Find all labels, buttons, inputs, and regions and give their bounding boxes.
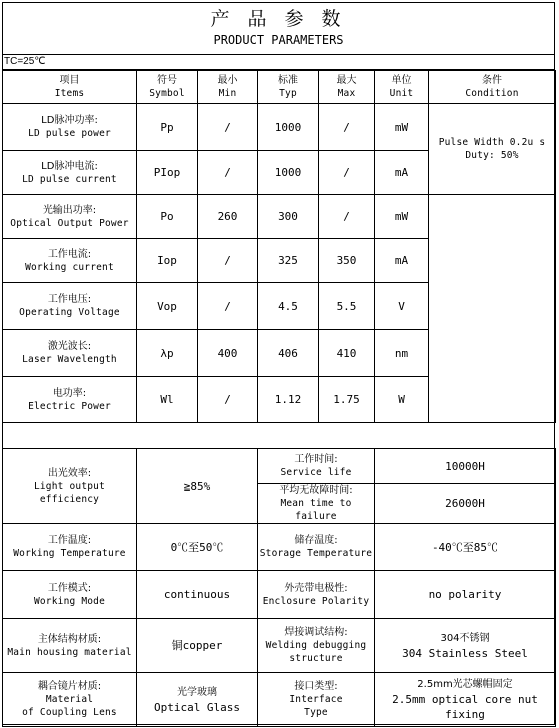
service-life-value: 10000H [375,449,556,484]
unit-cell: mA [375,151,429,195]
enclosure-polarity-label: 外壳带电极性: Enclosure Polarity [258,571,375,619]
welding-label: 焊接调试结构: Welding debugging structure [258,619,375,673]
table-row [3,619,556,673]
specifications-table [2,448,556,727]
lens-material-value: 光学玻璃 Optical Glass [137,673,258,727]
spacer-row [2,423,555,449]
typ-cell: 325 [258,239,319,283]
item-cell: 工作电压: Operating Voltage [3,283,137,330]
item-cell: 电功率: Electric Power [3,377,137,423]
max-cell: / [319,104,375,151]
header-symbol: 符号 Symbol [137,71,198,104]
max-cell: / [319,151,375,195]
housing-material-value: 铜copper [137,619,258,673]
typ-cell: 1000 [258,104,319,151]
item-cell: LD脉冲功率: LD pulse power [3,104,137,151]
temperature-condition: TC=25℃ [2,54,555,70]
symbol-cell: λp [137,330,198,377]
table-row [3,195,556,239]
working-temp-value: 0℃至50℃ [137,524,258,571]
storage-temp-value: -40℃至85℃ [375,524,556,571]
item-cell: 工作电流: Working current [3,239,137,283]
efficiency-label: 出光效率: Light output efficiency [3,449,137,524]
title-block [2,2,555,55]
working-mode-value: continuous [137,571,258,619]
max-cell: 410 [319,330,375,377]
working-mode-label: 工作模式: Working Mode [3,571,137,619]
unit-cell: mW [375,195,429,239]
symbol-cell: Iop [137,239,198,283]
header-min: 最小 Min [198,71,258,104]
condition-cell: Pulse Width 0.2u s Duty: 50% [429,104,556,195]
max-cell: 350 [319,239,375,283]
unit-cell: nm [375,330,429,377]
typ-cell: 1.12 [258,377,319,423]
header-condition: 条件 Condition [429,71,556,104]
max-cell: / [319,195,375,239]
table-header-row [3,71,556,104]
storage-temp-label: 储存温度: Storage Temperature [258,524,375,571]
header-items: 项目 Items [3,71,137,104]
typ-cell: 1000 [258,151,319,195]
min-cell: / [198,283,258,330]
interface-label: 接口类型: Interface Type [258,673,375,727]
typ-cell: 406 [258,330,319,377]
unit-cell: V [375,283,429,330]
mttf-label: 平均无故障时间: Mean time to failure [258,484,375,524]
housing-material-label: 主体结构材质: Main housing material [3,619,137,673]
symbol-cell: Wl [137,377,198,423]
title-english: PRODUCT PARAMETERS [213,33,344,47]
symbol-cell: Po [137,195,198,239]
interface-value: 2.5mm光芯螺帽固定 2.5mm optical core nut fixing [375,673,556,727]
typ-cell: 300 [258,195,319,239]
service-life-label: 工作时间: Service life [258,449,375,484]
welding-value: 304不锈钢 304 Stainless Steel [375,619,556,673]
min-cell: / [198,104,258,151]
min-cell: / [198,377,258,423]
unit-cell: mW [375,104,429,151]
min-cell: 260 [198,195,258,239]
efficiency-value: ≧85% [137,449,258,524]
table-row [3,104,556,151]
enclosure-polarity-value: no polarity [375,571,556,619]
table-row [3,524,556,571]
symbol-cell: Vop [137,283,198,330]
min-cell: / [198,239,258,283]
item-cell: 光输出功率: Optical Output Power [3,195,137,239]
max-cell: 1.75 [319,377,375,423]
table-row [3,673,556,727]
item-cell: LD脉冲电流: LD pulse current [3,151,137,195]
lens-material-label: 耦合镜片材质: Material of Coupling Lens [3,673,137,727]
item-cell: 激光波长: Laser Wavelength [3,330,137,377]
symbol-cell: Pp [137,104,198,151]
header-typ: 标准 Typ [258,71,319,104]
header-unit: 单位 Unit [375,71,429,104]
symbol-cell: PIop [137,151,198,195]
header-max: 最大 Max [319,71,375,104]
mttf-value: 26000H [375,484,556,524]
table-row [3,571,556,619]
unit-cell: mA [375,239,429,283]
title-chinese: 产 品 参 数 [210,8,347,30]
max-cell: 5.5 [319,283,375,330]
unit-cell: W [375,377,429,423]
table-row [3,449,556,484]
condition-blank-cell [429,195,556,423]
working-temp-label: 工作温度: Working Temperature [3,524,137,571]
min-cell: 400 [198,330,258,377]
parameters-table [2,70,556,423]
min-cell: / [198,151,258,195]
typ-cell: 4.5 [258,283,319,330]
